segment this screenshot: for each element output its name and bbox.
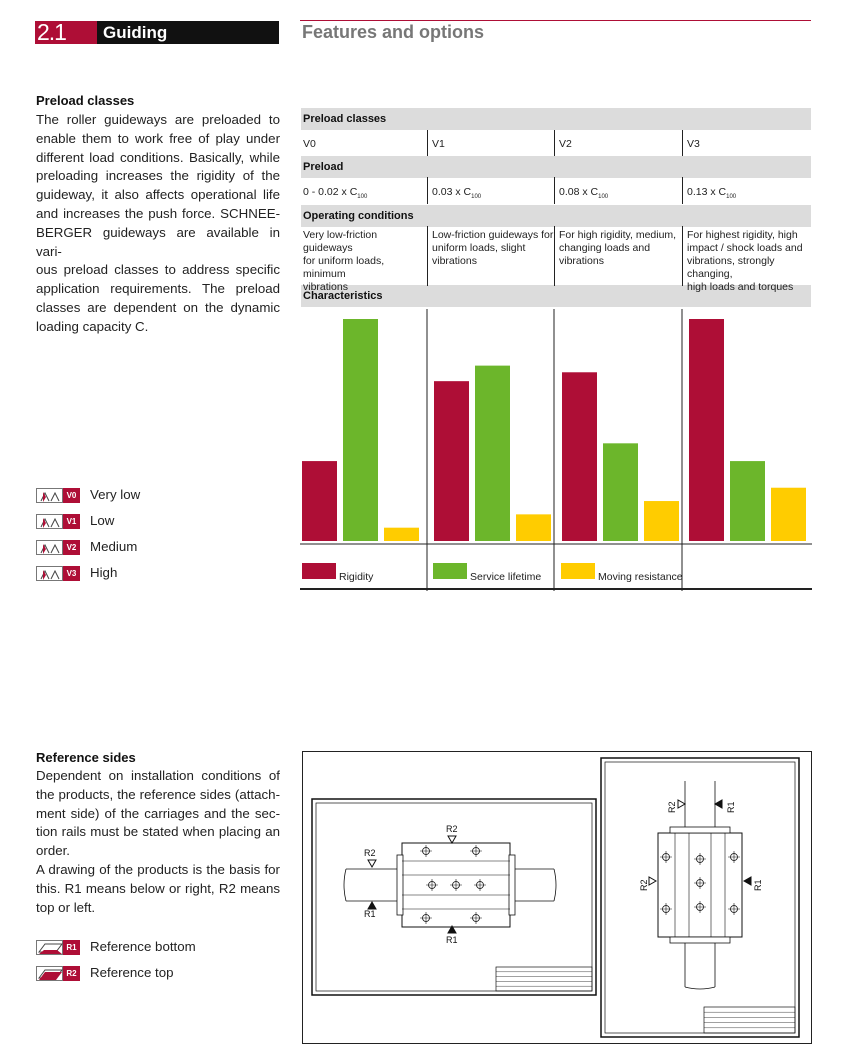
chapter-title: Guiding <box>97 21 279 44</box>
end-seal <box>670 827 730 833</box>
bar-v3-service-lifetime <box>730 461 765 541</box>
column-divider <box>682 177 683 204</box>
bar-v0-moving-resistance <box>384 528 419 541</box>
drawing-label: R2 <box>639 879 649 891</box>
preload-subscript: 100 <box>726 194 737 201</box>
operating-line: uniform loads, slight <box>432 242 526 254</box>
drawing-label: R1 <box>364 909 376 919</box>
drawing-label: R2 <box>667 801 677 813</box>
body-line: The roller guideways are preloaded to <box>36 112 280 127</box>
guideway-symbol-icon <box>36 540 63 555</box>
reference-drawing <box>302 751 812 1044</box>
guideway-symbol-icon <box>36 566 63 581</box>
operating-line: for uniform loads, minimum <box>303 255 385 280</box>
preload-value <box>559 186 608 204</box>
rail-symbol-icon <box>36 966 63 981</box>
preload-code: V3 <box>63 566 80 581</box>
body-line: preloading increases the rigidity of the <box>36 168 280 184</box>
reference-r1-icon <box>36 940 80 956</box>
preload-classes-band: Preload classes <box>301 108 811 130</box>
operating-condition <box>432 229 556 268</box>
end-seal <box>509 855 515 915</box>
operating-condition <box>303 229 429 294</box>
body-line: this. R1 means below or right, R2 means <box>36 880 280 896</box>
preload-label: Low <box>90 513 115 528</box>
rail-break-line <box>685 987 715 989</box>
preload-band: Preload <box>301 156 811 178</box>
column-divider <box>682 130 683 156</box>
column-divider <box>554 130 555 156</box>
body-line: enable them to work free of play under <box>36 130 280 146</box>
guideway-symbol-icon <box>36 514 63 529</box>
body-line: Dependent on installation conditions of <box>36 768 280 783</box>
preload-value-text: 0.13 x C <box>687 186 727 198</box>
bar-v2-moving-resistance <box>644 501 679 541</box>
operating-conditions-band: Operating conditions <box>301 205 811 227</box>
bar-v1-service-lifetime <box>475 366 510 541</box>
body-line: BERGER guideways are available in vari- <box>36 224 280 259</box>
operating-line: vibrations <box>432 255 477 267</box>
preload-heading: Preload classes <box>36 93 135 108</box>
reference-code: R1 <box>63 940 80 955</box>
title-block-left <box>496 967 592 991</box>
preload-label: High <box>90 565 118 580</box>
body-line: top or left. <box>36 899 96 915</box>
class-v1: V1 <box>432 138 445 150</box>
reference-arrow-icon <box>368 860 376 867</box>
preload-body-text <box>36 111 280 337</box>
operating-line: impact / shock loads and <box>687 242 803 254</box>
preload-value <box>687 186 736 204</box>
operating-line: changing loads and <box>559 242 651 254</box>
body-line: guideway, it also affects operational life <box>36 187 280 203</box>
preload-label: Very low <box>90 487 141 502</box>
preload-value-text: 0 - 0.02 x C <box>303 186 358 198</box>
legend-label: Moving resistance <box>598 571 683 583</box>
reference-r2-icon <box>36 966 80 982</box>
bar-v1-moving-resistance <box>516 514 551 541</box>
body-line: A drawing of the products is the basis for <box>36 861 280 877</box>
operating-condition <box>687 229 813 294</box>
preload-subscript: 100 <box>471 194 482 201</box>
preload-code: V2 <box>63 540 80 555</box>
bar-v3-moving-resistance <box>771 488 806 541</box>
reference-arrow-icon <box>744 877 751 885</box>
operating-line: For high rigidity, medium, <box>559 229 677 241</box>
operating-line: high loads and torques <box>687 281 794 293</box>
reference-heading: Reference sides <box>36 750 136 765</box>
body-line: application requirements. The preload <box>36 281 280 297</box>
operating-line: Low-friction guideways for <box>432 229 554 241</box>
body-line: classes are dependent on the dynamic <box>36 299 280 315</box>
bar-v0-service-lifetime <box>343 319 378 541</box>
reference-arrow-icon <box>448 836 456 843</box>
drawing-label: R1 <box>753 879 763 891</box>
legend-swatch <box>433 563 467 579</box>
operating-line: vibrations <box>303 281 348 293</box>
reference-arrow-icon <box>368 902 376 909</box>
bar-v2-rigidity <box>562 372 597 541</box>
preload-v3-icon <box>36 566 80 582</box>
preload-code: V0 <box>63 488 80 503</box>
drawing-label: R2 <box>446 824 458 834</box>
legend-label: Rigidity <box>339 571 374 583</box>
preload-v2-icon <box>36 540 80 556</box>
body-line: and increases the push force. SCHNEE- <box>36 205 280 221</box>
column-divider <box>427 130 428 156</box>
drawing-label: R2 <box>364 848 376 858</box>
class-v3: V3 <box>687 138 700 150</box>
characteristics-chart <box>300 309 812 591</box>
operating-condition <box>559 229 683 268</box>
bar-v2-service-lifetime <box>603 443 638 541</box>
drawing-label: R1 <box>446 935 458 945</box>
legend-swatch <box>561 563 595 579</box>
bar-v1-rigidity <box>434 381 469 541</box>
operating-line: Very low-friction guideways <box>303 229 378 254</box>
body-line: loading capacity C. <box>36 318 149 334</box>
header-rule <box>300 20 811 21</box>
preload-value <box>303 186 367 204</box>
title-block-right <box>704 1007 795 1033</box>
reference-body-text <box>36 767 280 917</box>
guideway-symbol-icon <box>36 488 63 503</box>
section-title: Features and options <box>302 22 485 42</box>
body-line: order. <box>36 843 71 859</box>
preload-value-text: 0.03 x C <box>432 186 472 198</box>
body-line: ous preload classes to address specific <box>36 262 280 278</box>
operating-line: vibrations <box>559 255 604 267</box>
operating-line: For highest rigidity, high <box>687 229 798 241</box>
column-divider <box>427 177 428 204</box>
reference-arrow-icon <box>649 877 656 885</box>
drawing-label: R1 <box>726 801 736 813</box>
characteristics-band: Characteristics <box>301 285 811 307</box>
legend-swatch <box>302 563 336 579</box>
preload-v1-icon <box>36 514 80 530</box>
reference-arrow-icon <box>678 800 685 808</box>
preload-value <box>432 186 481 204</box>
reference-code: R2 <box>63 966 80 981</box>
preload-value-text: 0.08 x C <box>559 186 599 198</box>
end-seal <box>397 855 403 915</box>
body-line: tion rails must be stated when placing an <box>36 824 280 840</box>
chapter-number: 2.1 <box>35 21 97 44</box>
preload-code: V1 <box>63 514 80 529</box>
bar-v3-rigidity <box>689 319 724 541</box>
preload-subscript: 100 <box>357 194 368 201</box>
class-v2: V2 <box>559 138 572 150</box>
body-line: ment side) of the carriages and the sec- <box>36 805 280 821</box>
column-divider <box>554 226 555 286</box>
body-line: the products, the reference sides (attach- <box>36 786 280 802</box>
reference-label: Reference bottom <box>90 939 196 954</box>
column-divider <box>554 177 555 204</box>
reference-label: Reference top <box>90 965 174 980</box>
preload-label: Medium <box>90 539 138 554</box>
legend-label: Service lifetime <box>470 571 542 583</box>
rail-symbol-icon <box>36 940 63 955</box>
preload-subscript: 100 <box>598 194 609 201</box>
column-divider <box>427 226 428 286</box>
operating-line: vibrations, strongly changing, <box>687 255 775 280</box>
column-divider <box>682 226 683 286</box>
reference-arrow-icon <box>715 800 722 808</box>
class-v0: V0 <box>303 138 316 150</box>
preload-v0-icon <box>36 488 80 504</box>
body-line: different load conditions. Basically, while <box>36 149 280 165</box>
bar-v0-rigidity <box>302 461 337 541</box>
end-seal <box>670 937 730 943</box>
